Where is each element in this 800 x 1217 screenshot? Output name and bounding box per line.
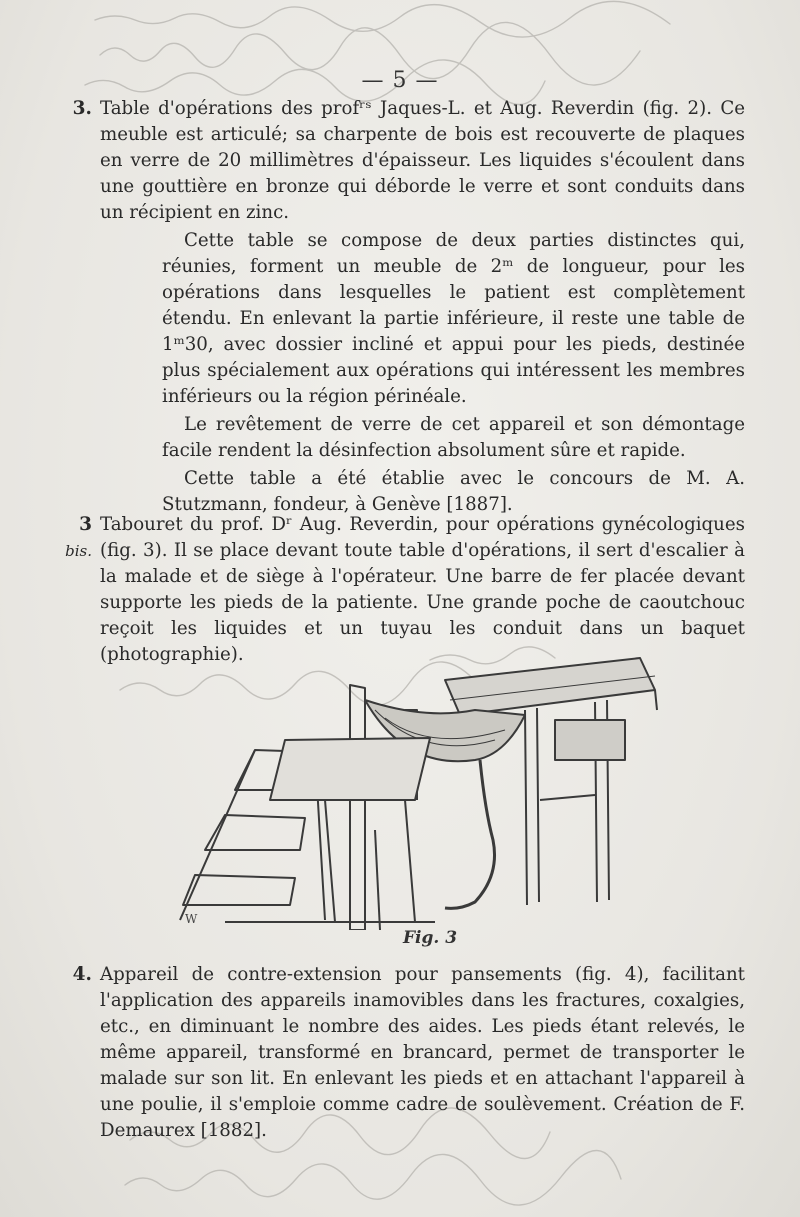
figure-3-illustration [175, 640, 675, 930]
engraver-signature: W [185, 912, 198, 926]
figure-caption: Fig. 3 [402, 928, 458, 948]
entry-4-paragraph [72, 962, 745, 1144]
entry-3-paragraph-2: Cette table se compose de deux parties distinctes qui, réunies, forment un meuble de 2ᵐ de longueur, pour les opérations dans lesquelles le patient est complètement étendu. En enlevant la partie inférieure, il reste une table de 1ᵐ30, avec dossier incliné et appui pour les pieds, destinée plus spécialement aux opérations qui intéressent les membres inférieurs ou la région périnéale. [162, 230, 745, 407]
entry-3-paragraph-4: Cette table a été établie avec le concours de M. A. Stutzmann, fondeur, à Genève [1887]. [162, 468, 745, 515]
page-number: — 5 — [361, 68, 439, 93]
entry-3-bis-number: 3 bis. [65, 514, 92, 560]
entry-3 [72, 96, 745, 518]
entry-3-bis-text: Tabouret du prof. Dʳ Aug. Reverdin, pour opérations gynécologiques (fig. 3). Il se place devant toute table d'opérations, il sert d'escalier à la malade et de siège à l'opérateur. Une barre de fer placée devant supporte les pieds de la patiente. Une grande poche de caoutchouc reçoit les liquides et un tuyau les conduit dans un baquet (photographie). [100, 514, 745, 665]
entry-3-paragraph-1 [72, 96, 745, 226]
entry-3-text-1: Table d'opérations des profʳˢ Jaques-L. et Aug. Reverdin (fig. 2). Ce meuble est articulé; sa charpente de bois est recouverte de plaques en verre de 20 millimètres d'épaisseur. Les liquides s'écoulent dans une gouttière en bronze qui déborde le verre et sont conduits dans un récipient en zinc. [100, 98, 745, 223]
entry-4-number: 4. [72, 964, 92, 985]
stool-and-table-drawing [175, 640, 675, 930]
entry-4-text: Appareil de contre-extension pour pansements (fig. 4), facilitant l'application des appareils inamovibles dans les fractures, coxalgies, etc., en diminuant le nombre des aides. Les pieds étant relevés, le même appareil, transformé en brancard, permet de transporter le malade sur son lit. En enlevant les pieds et en attachant l'appareil à une poulie, il s'emploie comme cadre de soulèvement. Création de F. Demaurex [1882]. [100, 964, 745, 1141]
entry-4 [72, 962, 745, 1144]
entry-3-number: 3. [72, 98, 92, 119]
entry-3-paragraph-3: Le revêtement de verre de cet appareil et son démontage facile rendent la désinfection absolument sûre et rapide. [162, 414, 745, 461]
